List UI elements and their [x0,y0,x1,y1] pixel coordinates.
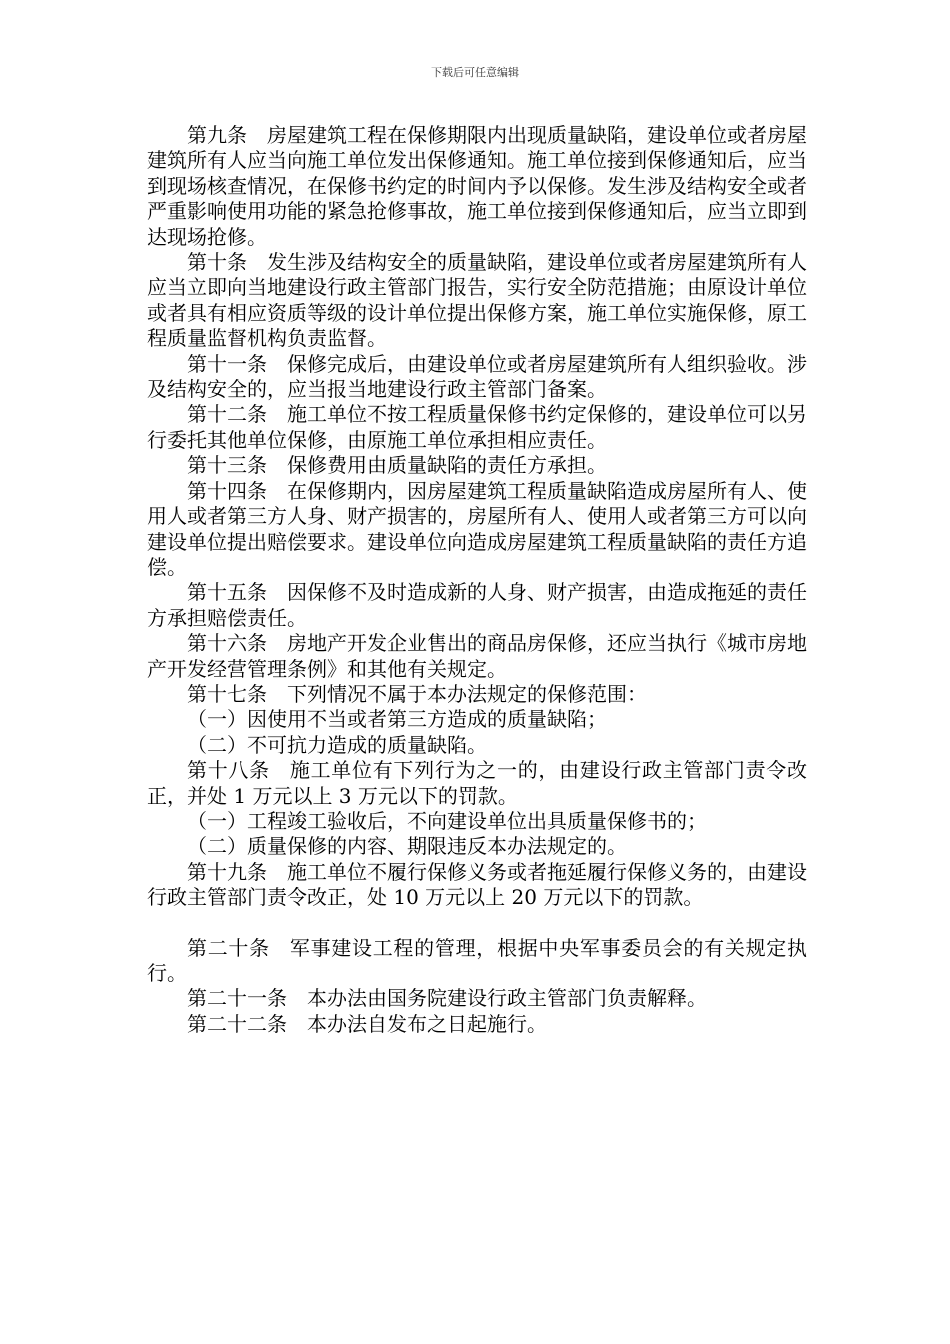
article-number: 第十二条 [187,402,267,427]
article-text: 保修费用由质量缺陷的责任方承担。 [287,453,607,478]
article-19 [147,860,807,911]
article-12 [147,402,807,453]
article-number: 第十一条 [187,351,267,376]
article-text: 房屋建筑工程在保修期限内出现质量缺陷，建设单位或者房屋建筑所有人应当向施工单位发出保修通知。施工单位接到保修通知后，应当到现场核查情况，在保修书约定的时间内予以保修。发生涉及结构安全或者严重影响使用功能的紧急抢修事故，施工单位接到保修通知后，应当立即到达现场抢修。 [147,123,807,249]
article-17-item-2: （二）不可抗力造成的质量缺陷。 [187,732,487,757]
article-14 [147,479,807,581]
article-11 [147,352,807,403]
article-18-item-1: （一）工程竣工验收后，不向建设单位出具质量保修书的； [187,808,707,833]
article-number: 第九条 [187,123,247,147]
article-number: 第十五条 [187,580,267,605]
article-text: 房地产开发企业售出的商品房保修，还应当执行《城市房地产开发经营管理条例》和其他有关规定。 [147,631,807,681]
article-15 [147,580,807,631]
article-text: 本办法自发布之日起施行。 [307,1011,547,1036]
article-17 [147,682,807,707]
article-21 [147,986,807,1011]
article-text: 施工单位不按工程质量保修书约定保修的，建设单位可以另行委托其他单位保修，由原施工单位承担相应责任。 [147,402,807,452]
article-9 [147,123,807,250]
article-17-item-1: （一）因使用不当或者第三方造成的质量缺陷； [187,707,607,732]
article-text: 军事建设工程的管理，根据中央军事委员会的有关规定执行。 [147,935,808,985]
article-number: 第十七条 [187,681,267,706]
article-number: 第二十一条 [187,986,287,1011]
article-number: 第二十条 [187,935,270,960]
article-number: 第十六条 [187,631,267,656]
article-text: 下列情况不属于本办法规定的保修范围： [287,681,647,706]
article-10 [147,250,807,352]
article-20 [147,936,807,987]
article-text: 施工单位有下列行为之一的，由建设行政主管部门责令改正，并处 1 万元以上 3 万元以下的罚款。 [147,758,808,808]
article-number: 第二十二条 [187,1011,287,1036]
article-13 [147,453,807,478]
article-number: 第十四条 [187,478,267,503]
article-text: 因保修不及时造成新的人身、财产损害，由造成拖延的责任方承担赔偿责任。 [147,580,807,630]
article-text: 本办法由国务院建设行政主管部门负责解释。 [307,986,707,1011]
article-text: 施工单位不履行保修义务或者拖延履行保修义务的，由建设行政主管部门责令改正，处 10 万元以上 20 万元以下的罚款。 [147,859,807,910]
article-text: 发生涉及结构安全的质量缺陷，建设单位或者房屋建筑所有人应当立即向当地建设行政主管部门报告，实行安全防范措施；由原设计单位或者具有相应资质等级的设计单位提出保修方案，施工单位实施保修，原工程质量监督机构负责监督。 [147,250,807,351]
article-18-item-2: （二）质量保修的内容、期限违反本办法规定的。 [187,834,627,859]
article-22 [147,1012,807,1037]
article-number: 第十条 [187,250,247,275]
article-18 [147,758,807,809]
article-number: 第十九条 [187,859,267,884]
article-16 [147,631,807,682]
article-number: 第十八条 [187,758,270,783]
document-body [147,123,807,1037]
article-text: 在保修期内，因房屋建筑工程质量缺陷造成房屋所有人、使用人或者第三方人身、财产损害的，房屋所有人、使用人或者第三方可以向建设单位提出赔偿要求。建设单位向造成房屋建筑工程质量缺陷的责任方追偿。 [147,478,807,579]
article-text: 保修完成后，由建设单位或者房屋建筑所有人组织验收。涉及结构安全的，应当报当地建设行政主管部门备案。 [147,351,807,402]
article-number: 第十三条 [187,453,267,478]
page-header: 下载后可任意编辑 [431,66,519,79]
